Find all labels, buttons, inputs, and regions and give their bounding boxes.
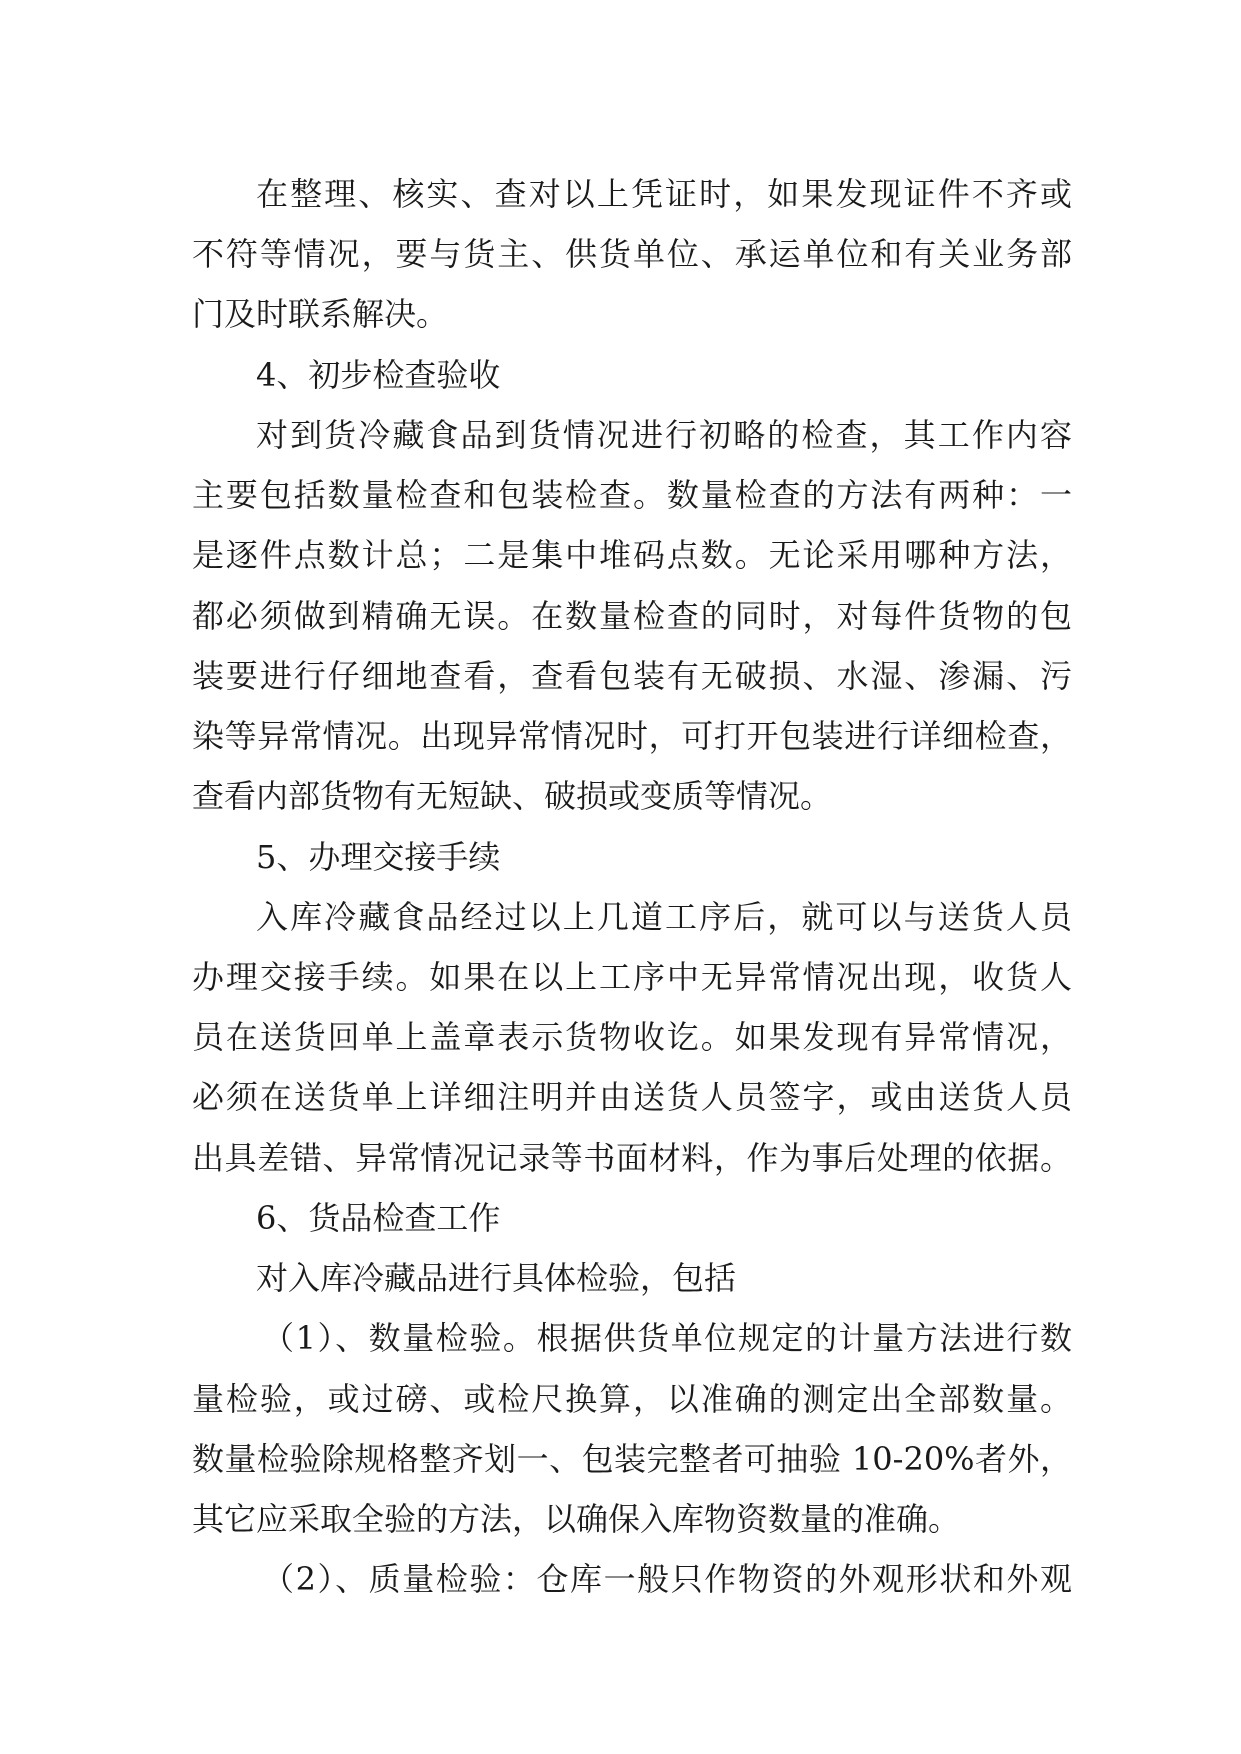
paragraph-line: 不符等情况，要与货主、供货单位、承运单位和有关业务部 <box>192 235 1072 273</box>
paragraph-line: 其它应采取全验的方法，以确保入库物资数量的准确。 <box>192 1500 961 1538</box>
section-heading: 5、办理交接手续 <box>256 838 501 876</box>
paragraph-line: 出具差错、异常情况记录等书面材料，作为事后处理的依据。 <box>192 1139 1072 1177</box>
paragraph-line: 是逐件点数计总；二是集中堆码点数。无论采用哪种方法， <box>192 536 1072 574</box>
paragraph-line: 必须在送货单上详细注明并由送货人员签字，或由送货人员 <box>192 1078 1072 1116</box>
paragraph-line: 入库冷藏食品经过以上几道工序后，就可以与送货人员 <box>256 898 1072 936</box>
paragraph-line: 门及时联系解决。 <box>192 295 449 333</box>
paragraph-line: 对入库冷藏品进行具体检验，包括 <box>256 1259 737 1297</box>
paragraph-line: 都必须做到精确无误。在数量检查的同时，对每件货物的包 <box>192 597 1072 635</box>
paragraph-line: （2）、质量检验：仓库一般只作物资的外观形状和外观 <box>262 1560 1072 1598</box>
paragraph-line: 量检验，或过磅、或检尺换算，以准确的测定出全部数量。 <box>192 1380 1072 1418</box>
paragraph-line: 员在送货回单上盖章表示货物收讫。如果发现有异常情况， <box>192 1018 1072 1056</box>
paragraph-line: 主要包括数量检查和包装检查。数量检查的方法有两种：一 <box>192 476 1072 514</box>
paragraph-line: 装要进行仔细地查看，查看包装有无破损、水湿、渗漏、污 <box>192 657 1072 695</box>
paragraph-line: 办理交接手续。如果在以上工序中无异常情况出现，收货人 <box>192 958 1072 996</box>
paragraph-line: 查看内部货物有无短缺、破损或变质等情况。 <box>192 777 833 815</box>
paragraph-line: 染等异常情况。出现异常情况时，可打开包装进行详细检查， <box>192 717 1072 755</box>
paragraph-line: 在整理、核实、查对以上凭证时，如果发现证件不齐或 <box>256 175 1072 213</box>
paragraph-line: （1）、数量检验。根据供货单位规定的计量方法进行数 <box>262 1319 1072 1357</box>
section-heading: 6、货品检查工作 <box>256 1199 501 1237</box>
paragraph-line: 对到货冷藏食品到货情况进行初略的检查，其工作内容 <box>256 416 1072 454</box>
section-heading: 4、初步检查验收 <box>256 356 501 394</box>
paragraph-line: 数量检验除规格整齐划一、包装完整者可抽验 10-20%者外， <box>192 1440 1072 1478</box>
